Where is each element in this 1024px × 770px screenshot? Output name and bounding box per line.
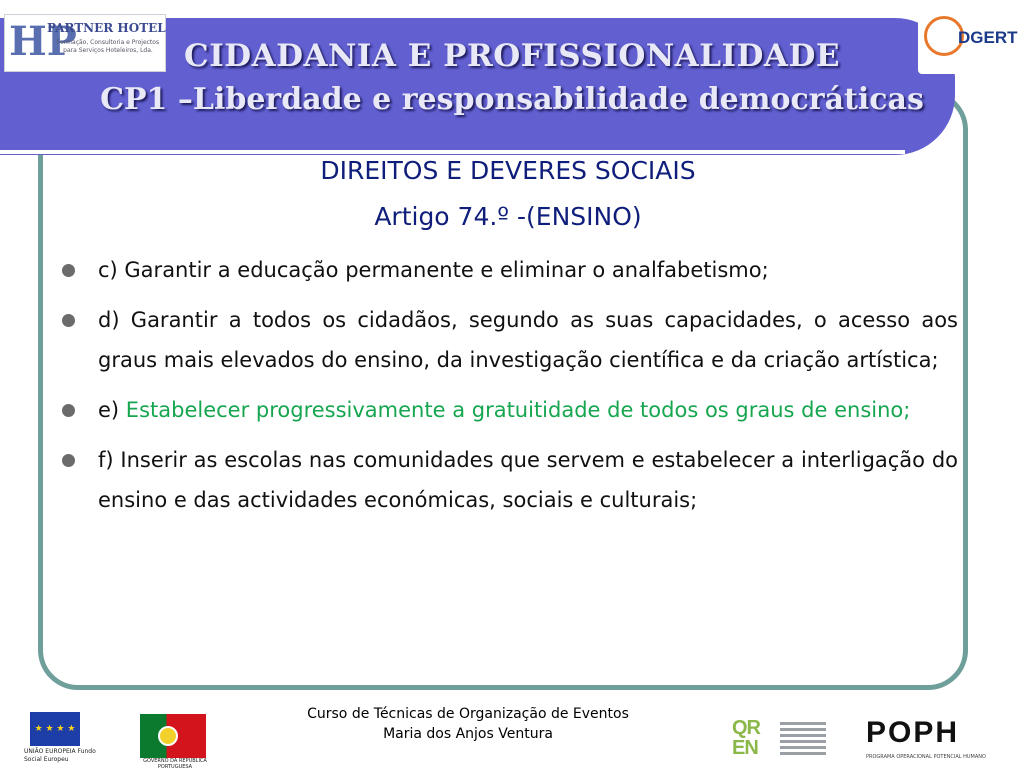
footer-author: Maria dos Anjos Ventura [383, 726, 553, 742]
list-item [60, 440, 958, 520]
bullet-dot-icon [62, 404, 75, 417]
partner-name: PARTNER HOTEL [47, 21, 166, 35]
portugal-flag-icon [140, 714, 206, 758]
qren-mark-icon: QR EN [732, 717, 760, 759]
eu-flag-icon [30, 712, 80, 746]
dgert-name: DGERT [958, 28, 1018, 47]
article-heading: Artigo 74.º -(ENSINO) [374, 202, 642, 231]
eu-stars-icon: ★ ★ ★ ★ [34, 724, 76, 734]
item-text: c) Garantir a educação permanente e eliminar o analfabetismo; [98, 258, 769, 282]
bullet-dot-icon [62, 264, 75, 277]
bullet-dot-icon [62, 314, 75, 327]
list-item [60, 390, 958, 430]
bullet-list [60, 250, 958, 530]
poph-subtitle: PROGRAMA OPERACIONAL POTENCIAL HUMANO [866, 754, 986, 760]
item-prefix: e) [98, 398, 126, 422]
footer-course: Curso de Técnicas de Organização de Eventos [307, 706, 629, 722]
item-text: f) Inserir as escolas nas comunidades que servem e estabelecer a interligação do ensino e das actividades económicas, sociais e culturais; [98, 448, 958, 512]
slide-subtitle: CP1 –Liberdade e responsabilidade democráticas [100, 82, 924, 117]
dgert-logo [918, 14, 1020, 74]
item-highlight-text: Estabelecer progressivamente a gratuitidade de todos os graus de ensino; [125, 398, 911, 422]
partner-hotel-logo [4, 14, 166, 72]
portugal-emblem-icon [158, 726, 178, 746]
item-text: d) Garantir a todos os cidadãos, segundo as suas capacidades, o acesso aos graus mais elevados do ensino, da investigação científica e da criação artística; [98, 308, 958, 372]
qren-text-block-icon [780, 722, 826, 756]
banner-divider [0, 150, 905, 154]
qren-logo [732, 718, 828, 762]
list-item [60, 250, 958, 290]
eu-label: UNIÃO EUROPEIA Fundo Social Europeu [24, 748, 96, 763]
list-item [60, 300, 958, 380]
portugal-label: GOVERNO DA REPÚBLICA PORTUGUESA [143, 758, 207, 770]
section-heading: DIREITOS E DEVERES SOCIAIS [320, 156, 696, 185]
slide-title: CIDADANIA E PROFISSIONALIDADE [184, 38, 840, 74]
poph-name: POPH [866, 716, 960, 749]
bullet-dot-icon [62, 454, 75, 467]
hp-monogram-icon: HP [9, 18, 77, 65]
partner-tagline: Formação, Consultoria e Projectos para Serviços Hoteleiros, Lda. [56, 39, 160, 54]
poph-logo [866, 712, 986, 762]
